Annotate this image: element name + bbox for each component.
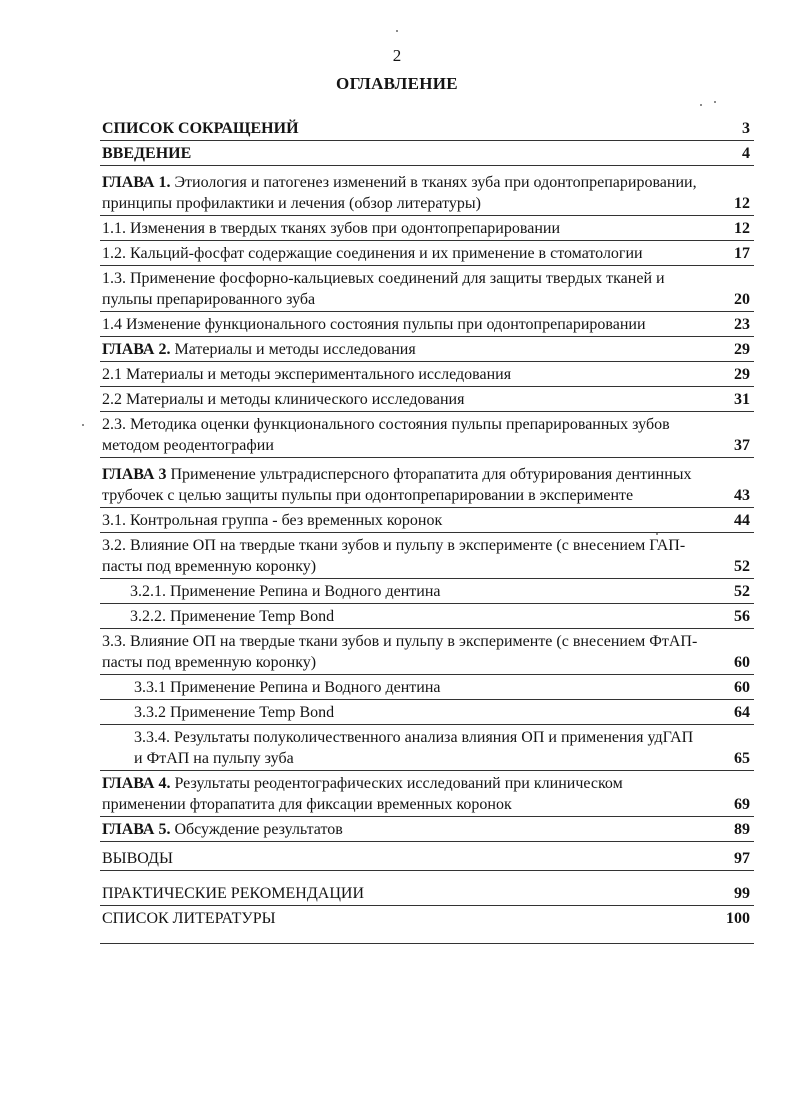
toc-entry-page: 43 bbox=[734, 487, 750, 504]
toc-entry-page: 44 bbox=[734, 512, 750, 529]
toc-entry-label bbox=[102, 581, 710, 602]
toc-entry-label bbox=[102, 773, 710, 815]
scan-speck bbox=[82, 424, 84, 426]
toc-entry-label bbox=[102, 535, 710, 577]
toc-entry-page: 97 bbox=[734, 850, 750, 867]
toc-entry-2-2[interactable] bbox=[100, 387, 754, 412]
toc-entry-page: 64 bbox=[734, 704, 750, 721]
toc-entry-text: 1.4 Изменение функционального состояния пульпы при одонтопрепарировании bbox=[102, 316, 646, 333]
toc-entry-label bbox=[102, 702, 710, 723]
toc-entry-label bbox=[102, 727, 710, 769]
toc-entry-text: ВЫВОДЫ bbox=[102, 850, 173, 867]
toc-entry-prefix: ГЛАВА 3 bbox=[102, 466, 167, 483]
toc-entry-text: Применение ультрадисперсного фторапатита для обтурирования дентинных трубочек с целью защиты пульпы при одонтопрепарировании в эксперименте bbox=[102, 466, 692, 504]
toc-entry-prefix: ГЛАВА 1. bbox=[102, 174, 171, 191]
toc-entry-prefix: СПИСОК СОКРАЩЕНИЙ bbox=[102, 120, 299, 137]
toc-entry-label bbox=[102, 268, 710, 310]
toc-entry-3-2-2[interactable] bbox=[100, 604, 754, 629]
toc-entry-3-3-2[interactable] bbox=[100, 700, 754, 725]
toc-entry-3-1[interactable] bbox=[100, 508, 754, 533]
toc-entry-text: 3.2. Влияние ОП на твердые ткани зубов и пульпу в эксперименте (с внесением ГАП-пасты под временную коронку) bbox=[102, 537, 686, 575]
scan-speck bbox=[656, 533, 658, 535]
toc-entry-page: 17 bbox=[734, 245, 750, 262]
toc-entry-text: 2.1 Материалы и методы экспериментального исследования bbox=[102, 366, 512, 383]
toc-entry-page: 99 bbox=[734, 885, 750, 902]
toc-entry-text: Материалы и методы исследования bbox=[170, 341, 416, 358]
toc-entry-label bbox=[102, 848, 710, 869]
toc-entry-1-2[interactable] bbox=[100, 241, 754, 266]
toc-entry-label bbox=[102, 464, 710, 506]
toc-entry-page: 100 bbox=[726, 910, 750, 927]
toc-entry-label bbox=[102, 631, 710, 673]
toc-entry-page: 3 bbox=[742, 120, 750, 137]
page-number: 2 bbox=[392, 46, 402, 65]
toc-entry-prefix: ГЛАВА 4. bbox=[102, 775, 171, 792]
toc-entry-2-1[interactable] bbox=[100, 362, 754, 387]
toc-entry-label bbox=[102, 243, 710, 264]
scan-speck bbox=[714, 101, 716, 103]
toc-entry-label bbox=[102, 819, 710, 840]
toc-entry-text: 3.1. Контрольная группа - без временных коронок bbox=[102, 512, 443, 529]
toc-entry-page: 23 bbox=[734, 316, 750, 333]
toc-entry-prefix: ВВЕДЕНИЕ bbox=[102, 145, 192, 162]
toc-entry-text: 3.3. Влияние ОП на твердые ткани зубов и пульпу в эксперименте (с внесением ФтАП-пасты под временную коронку) bbox=[102, 633, 698, 671]
toc-entry-page: 60 bbox=[734, 679, 750, 696]
table-of-contents bbox=[100, 112, 754, 944]
toc-entry-page: 29 bbox=[734, 341, 750, 358]
toc-entry-label bbox=[102, 414, 710, 456]
toc-entry-label bbox=[102, 883, 710, 904]
toc-entry-page: 29 bbox=[734, 366, 750, 383]
toc-entry-text: 2.2 Материалы и методы клинического исследования bbox=[102, 391, 465, 408]
toc-entry-3-3-1[interactable] bbox=[100, 675, 754, 700]
toc-entry-page: 69 bbox=[734, 796, 750, 813]
toc-entry-introduction[interactable] bbox=[100, 141, 754, 166]
toc-entry-label bbox=[102, 314, 710, 335]
toc-entry-chapter-4[interactable] bbox=[100, 771, 754, 817]
toc-entry-2-3[interactable] bbox=[100, 412, 754, 458]
toc-entry-1-4[interactable] bbox=[100, 312, 754, 337]
toc-entry-label bbox=[102, 677, 710, 698]
toc-entry-text: 1.2. Кальций-фосфат содержащие соединения и их применение в стоматологии bbox=[102, 245, 643, 262]
toc-entry-chapter-2[interactable] bbox=[100, 337, 754, 362]
toc-entry-page: 52 bbox=[734, 583, 750, 600]
toc-entry-page: 89 bbox=[734, 821, 750, 838]
toc-entry-label bbox=[102, 143, 710, 164]
toc-entry-text: 1.3. Применение фосфорно-кальциевых соединений для защиты твердых тканей и пульпы препарированного зуба bbox=[102, 270, 665, 308]
toc-entry-label bbox=[102, 364, 710, 385]
toc-entry-label bbox=[102, 389, 710, 410]
toc-entry-prefix: ГЛАВА 2. bbox=[102, 341, 171, 358]
toc-entry-3-2-1[interactable] bbox=[100, 579, 754, 604]
toc-entry-3-3-4[interactable] bbox=[100, 725, 754, 771]
toc-entry-conclusions[interactable] bbox=[100, 842, 754, 871]
toc-entry-page: 60 bbox=[734, 654, 750, 671]
toc-entry-label bbox=[102, 908, 710, 929]
toc-entry-label bbox=[102, 118, 710, 139]
toc-entry-label bbox=[102, 606, 710, 627]
toc-entry-page: 12 bbox=[734, 195, 750, 212]
scan-speck bbox=[396, 30, 398, 32]
toc-entry-recommendations[interactable] bbox=[100, 871, 754, 906]
toc-entry-label bbox=[102, 172, 710, 214]
toc-entry-text: ПРАКТИЧЕСКИЕ РЕКОМЕНДАЦИИ bbox=[102, 885, 364, 902]
toc-entry-page: 65 bbox=[734, 750, 750, 767]
toc-entry-page: 20 bbox=[734, 291, 750, 308]
toc-entry-text: Этиология и патогенез изменений в тканях зуба при одонтопрепарировании, принципы профилактики и лечения (обзор литературы) bbox=[102, 174, 697, 212]
toc-entry-text: 3.3.2 Применение Temp Bond bbox=[134, 704, 335, 721]
toc-entry-text: 2.3. Методика оценки функционального состояния пульпы препарированных зубов методом реодентографии bbox=[102, 416, 670, 454]
toc-entry-abbreviations[interactable] bbox=[100, 112, 754, 141]
toc-entry-text: 3.3.1 Применение Репина и Водного дентина bbox=[134, 679, 441, 696]
toc-entry-label bbox=[102, 339, 710, 360]
toc-entry-3-3[interactable] bbox=[100, 629, 754, 675]
toc-entry-chapter-3[interactable] bbox=[100, 458, 754, 508]
toc-entry-text: 3.2.1. Применение Репина и Водного дентина bbox=[130, 583, 441, 600]
toc-entry-1-3[interactable] bbox=[100, 266, 754, 312]
toc-entry-3-2[interactable] bbox=[100, 533, 754, 579]
toc-entry-text: 3.3.4. Результаты полуколичественного анализа влияния ОП и применения удГАП и ФтАП на пульпу зуба bbox=[134, 729, 694, 767]
toc-entry-text: Результаты реодентографических исследований при клиническом применении фторапатита для фиксации временных коронок bbox=[102, 775, 623, 813]
toc-entry-page: 37 bbox=[734, 437, 750, 454]
toc-entry-chapter-1[interactable] bbox=[100, 166, 754, 216]
toc-entry-text: Обсуждение результатов bbox=[170, 821, 343, 838]
toc-entry-prefix: ГЛАВА 5. bbox=[102, 821, 171, 838]
toc-entry-page: 52 bbox=[734, 558, 750, 575]
toc-entry-label bbox=[102, 218, 710, 239]
toc-entry-text: 1.1. Изменения в твердых тканях зубов при одонтопрепарировании bbox=[102, 220, 560, 237]
toc-entry-text: 3.2.2. Применение Temp Bond bbox=[130, 608, 335, 625]
scan-speck bbox=[700, 104, 702, 106]
toc-entry-page: 4 bbox=[742, 145, 750, 162]
toc-entry-label bbox=[102, 510, 710, 531]
toc-entry-bibliography[interactable] bbox=[100, 906, 754, 944]
page-title: ОГЛАВЛЕНИЕ bbox=[336, 74, 458, 93]
toc-entry-page: 31 bbox=[734, 391, 750, 408]
toc-entry-chapter-5[interactable] bbox=[100, 817, 754, 842]
toc-entry-page: 12 bbox=[734, 220, 750, 237]
toc-entry-page: 56 bbox=[734, 608, 750, 625]
toc-entry-text: СПИСОК ЛИТЕРАТУРЫ bbox=[102, 910, 276, 927]
toc-entry-1-1[interactable] bbox=[100, 216, 754, 241]
